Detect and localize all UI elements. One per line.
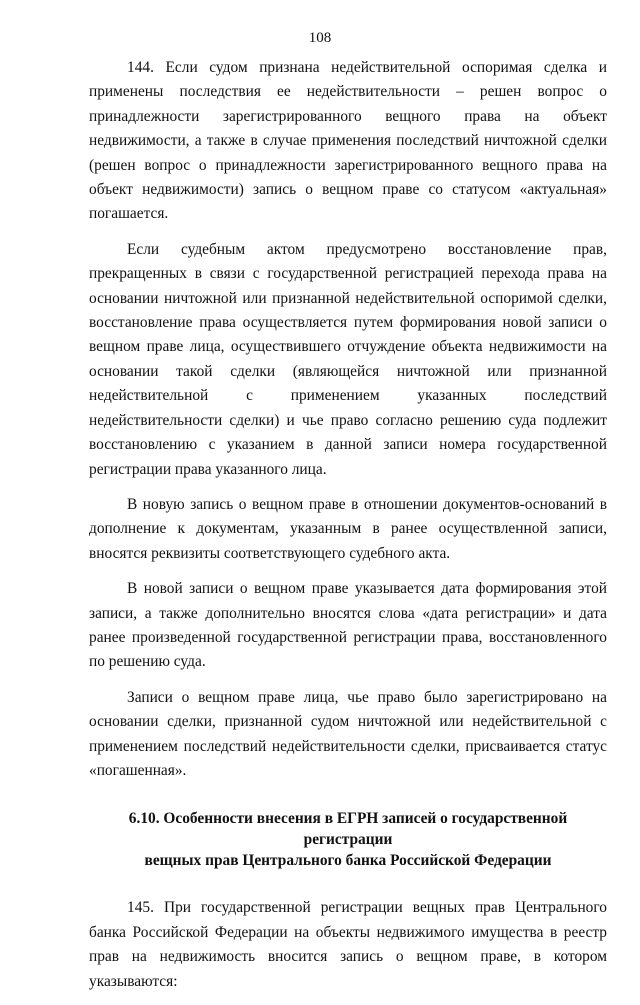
- section-heading-line-2: вещных прав Центрального банка Российской Федерации: [144, 852, 552, 870]
- section-heading-6-10: [89, 808, 607, 871]
- page-number: 108: [308, 30, 332, 46]
- paragraph-status-extinguished: Записи о вещном праве лица, чье право было зарегистрировано на основании сделки, признанной судом ничтожной или недействительной с применением последствий недействительности сделки, присваивается статус «погашенная».: [89, 688, 607, 779]
- paragraph-144: 144. Если судом признана недействительной оспоримая сделка и применены последствия ее недействительности – решен вопрос о принадлежности зарегистрированного вещного права на объект недвижимости, а также в случае применения последствий ничтожной сделки (решен вопрос о принадлежности зарегистрированного вещного права на объект недвижимости) запись о вещном праве со статусом «актуальная» погашается.: [89, 59, 607, 223]
- document-body: [89, 56, 607, 1005]
- paragraph-145: 145. При государственной регистрации вещных прав Центрального банка Российской Федерации на объекты недвижимого имущества в реестр прав на недвижимость вносится запись о вещном праве, в котором указываются:: [89, 899, 607, 990]
- paragraph-documents: В новую запись о вещном праве в отношении документов-оснований в дополнение к документам, указанным в ранее осуществленной записи, вносятся реквизиты соответствующего судебного акта.: [89, 495, 607, 562]
- section-heading-line-1: 6.10. Особенности внесения в ЕГРН записей о государственной регистрации: [128, 810, 568, 849]
- paragraph-restoration: Если судебным актом предусмотрено восстановление прав, прекращенных в связи с государственной регистрацией перехода права на основании ничтожной или признанной недействительной оспоримой сделки, восстановление права осуществляется путем формирования новой записи о вещном праве лица, осуществившего отчуждение объекта недвижимости на основании такой сделки (являющейся ничтожной или признанной недействительной с применением указанных последствий недействительности сделки) и чье право согласно решению суда подлежит восстановлению с указанием в данной записи номера государственной регистрации права указанного лица.: [89, 240, 607, 478]
- paragraph-registration-date: В новой записи о вещном праве указывается дата формирования этой записи, а также дополнительно вносятся слова «дата регистрации» и дата ранее произведенной государственной регистрации права, восстановленного по решению суда.: [89, 580, 607, 671]
